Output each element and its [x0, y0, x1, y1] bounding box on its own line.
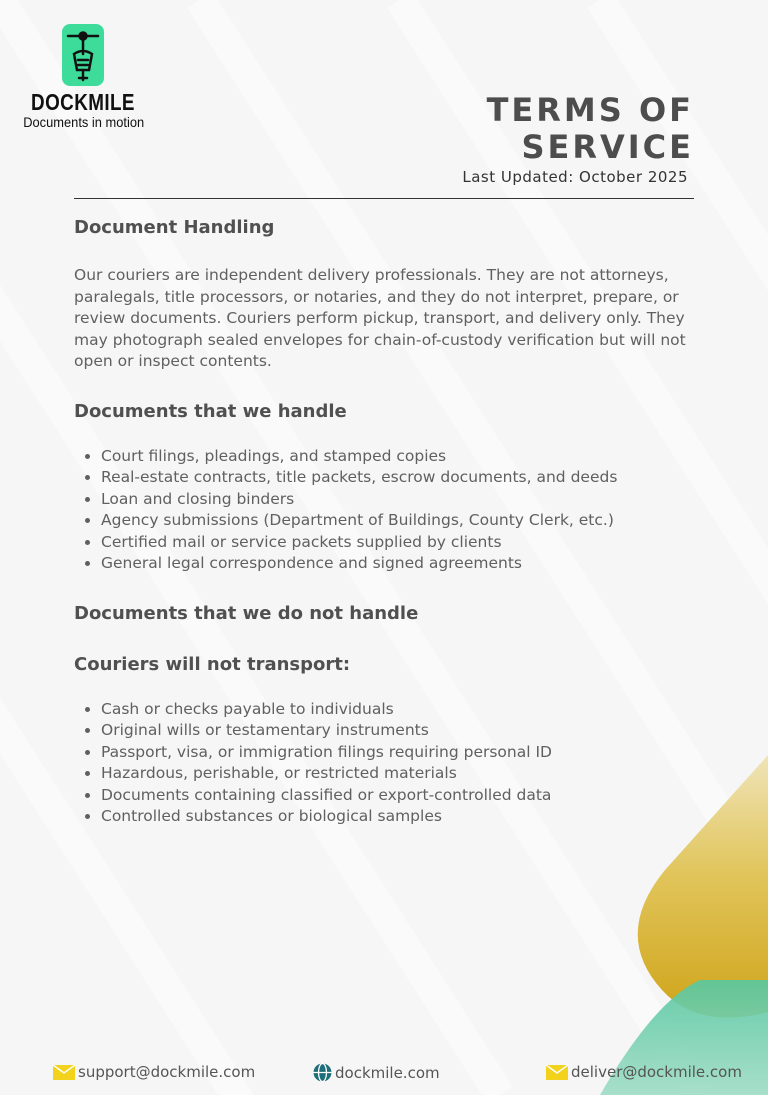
globe-icon	[313, 1063, 332, 1082]
mail-icon	[53, 1065, 75, 1080]
mail-icon	[546, 1065, 568, 1080]
list-item: • Original wills or testamentary instruments	[101, 720, 702, 742]
footer	[0, 1063, 768, 1087]
section-heading-handling: Document Handling	[74, 217, 275, 238]
deliver-email-link[interactable]: deliver@dockmile.com	[571, 1063, 742, 1081]
page-title	[394, 92, 694, 166]
list-item: • Certified mail or service packets supplied by clients	[101, 532, 702, 554]
not-handled-list	[74, 699, 702, 828]
main-content	[74, 214, 702, 828]
footer-website[interactable]	[313, 1063, 440, 1082]
list-item: • Agency submissions (Department of Buildings, County Clerk, etc.)	[101, 510, 702, 532]
brand-logo	[18, 20, 148, 130]
website-link[interactable]: dockmile.com	[335, 1063, 440, 1082]
list-item: • Loan and closing binders	[101, 489, 702, 511]
list-item: • Hazardous, perishable, or restricted materials	[101, 763, 702, 785]
page-title-line2: SERVICE	[521, 128, 694, 166]
section-heading-handled: Documents that we handle	[74, 400, 347, 422]
brand-name: DOCKMILE	[31, 89, 135, 115]
list-item: • Controlled substances or biological samples	[101, 806, 702, 828]
brand-tagline: Documents in motion	[23, 114, 145, 130]
section-heading-not-handled: Documents that we do not handle	[74, 602, 419, 624]
list-item: • Cash or checks payable to individuals	[101, 699, 702, 721]
page-title-line1: TERMS OF	[486, 91, 694, 129]
footer-deliver[interactable]	[546, 1063, 742, 1081]
list-item: • Real-estate contracts, title packets, escrow documents, and deeds	[101, 467, 702, 489]
list-item: • Court filings, pleadings, and stamped copies	[101, 446, 702, 468]
section-subheading-not-transport: Couriers will not transport:	[74, 653, 351, 675]
support-email-link[interactable]: support@dockmile.com	[78, 1063, 256, 1081]
scooter-icon	[56, 20, 110, 88]
list-item: • General legal correspondence and signed agreements	[101, 553, 702, 575]
footer-support[interactable]	[53, 1063, 255, 1081]
list-item: • Passport, visa, or immigration filings requiring personal ID	[101, 742, 702, 764]
header-divider	[74, 198, 694, 199]
handling-paragraph: Our couriers are independent delivery professionals. They are not attorneys, paralegals, title processors, or notaries, and they do not interpret, prepare, or review documents. Couriers perform pickup, transport, and delivery only. They may photograph sealed envelopes for chain-of-custody verification but will not open or inspect contents.	[74, 266, 686, 370]
last-updated: Last Updated: October 2025	[462, 168, 688, 186]
handled-list	[74, 446, 702, 575]
list-item: • Documents containing classified or export-controlled data	[101, 785, 702, 807]
